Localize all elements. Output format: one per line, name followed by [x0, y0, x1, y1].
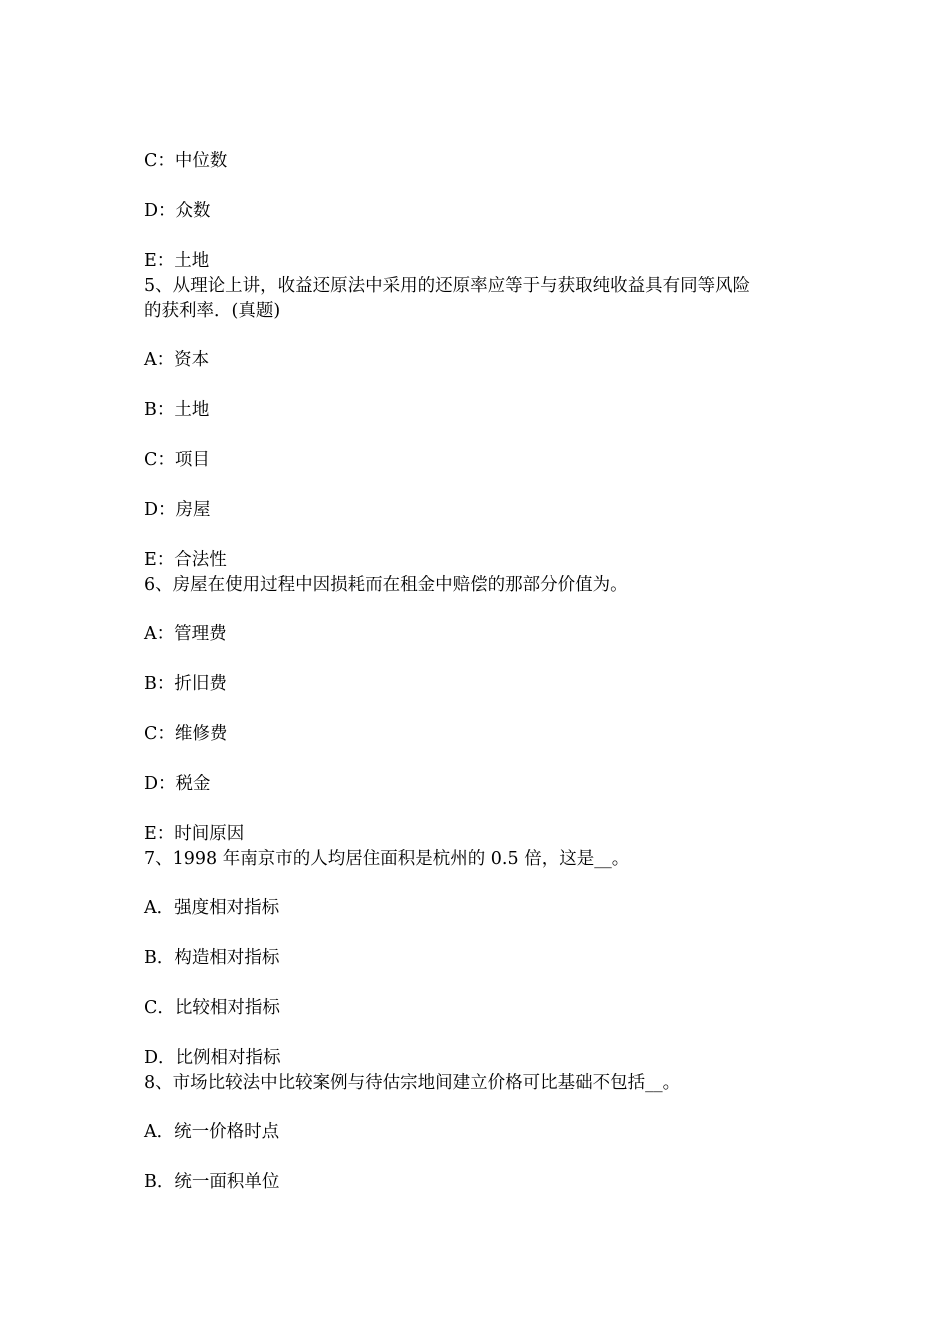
question-5-option-a: A：资本	[144, 350, 210, 370]
question-6-option-b: B：折旧费	[144, 674, 227, 694]
question-5-option-d: D：房屋	[144, 500, 211, 520]
question-5-option-c: C：项目	[144, 450, 210, 470]
question-7-option-b: B．构造相对指标	[144, 948, 280, 968]
question-6-option-e: E：时间原因	[144, 824, 245, 844]
question-8-option-a: A．统一价格时点	[144, 1122, 280, 1142]
question-7-option-c: C．比较相对指标	[144, 998, 280, 1018]
option-e-land: E：土地	[144, 251, 210, 271]
question-5-option-b: B：土地	[144, 400, 210, 420]
question-7-option-d: D．比例相对指标	[144, 1048, 281, 1068]
question-8: 8、市场比较法中比较案例与待估宗地间建立价格可比基础不包括__。	[144, 1073, 681, 1093]
question-8-option-b: B．统一面积单位	[144, 1172, 280, 1192]
option-c-median: C：中位数	[144, 151, 228, 171]
option-d-mode: D：众数	[144, 201, 211, 221]
question-6-option-c: C：维修费	[144, 724, 228, 744]
question-7: 7、1998 年南京市的人均居住面积是杭州的 0.5 倍，这是__。	[144, 849, 630, 869]
question-6: 6、房屋在使用过程中因损耗而在租金中赔偿的那部分价值为。	[144, 575, 628, 595]
question-5-line-1: 5、从理论上讲，收益还原法中采用的还原率应等于与获取纯收益具有同等风险	[144, 276, 751, 296]
question-7-option-a: A．强度相对指标	[144, 898, 280, 918]
question-5-option-e: E：合法性	[144, 550, 227, 570]
question-5-line-2: 的获利率．(真题)	[144, 301, 281, 321]
question-6-option-d: D：税金	[144, 774, 211, 794]
question-6-option-a: A：管理费	[144, 624, 227, 644]
